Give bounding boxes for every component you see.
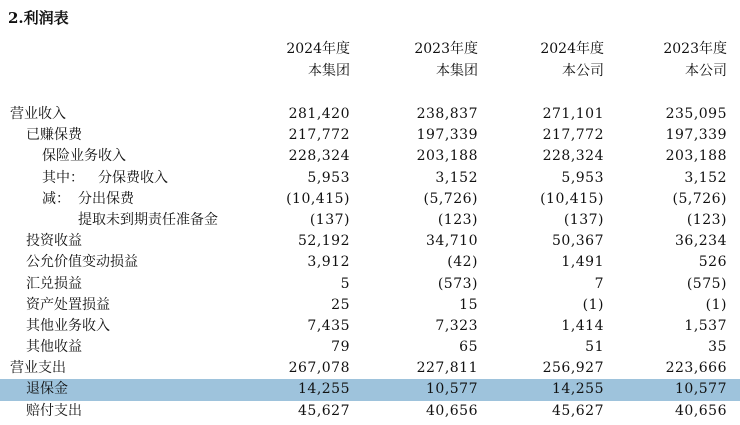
cell-value: 3,912 [307, 254, 350, 271]
cell-value: 79 [331, 339, 350, 356]
cell-value: (123) [437, 211, 478, 228]
cell-value: (137) [309, 211, 350, 228]
cell-value: 10,577 [675, 381, 727, 398]
cell-value: 45,627 [298, 402, 350, 419]
cell-value: 1,414 [561, 317, 604, 334]
cell-value: 1,537 [684, 317, 727, 334]
cell-value: 203,188 [416, 148, 478, 165]
cell-value: (42) [447, 254, 478, 271]
cell-value: 197,339 [416, 127, 478, 144]
column-header-2023-group [358, 38, 478, 82]
row-label: 汇兑损益 [26, 275, 82, 292]
table-row [0, 316, 740, 337]
column-header-2023-company [607, 38, 727, 82]
cell-value: 40,656 [426, 402, 478, 419]
row-label: 退保金 [26, 381, 68, 398]
cell-value: 14,255 [552, 381, 604, 398]
column-header-year: 2023年度 [414, 41, 478, 57]
cell-value: 3,152 [435, 169, 478, 186]
column-header-year: 2024年度 [540, 41, 604, 57]
table-row [0, 337, 740, 358]
cell-value: 36,234 [675, 233, 727, 250]
column-header-entity: 本公司 [685, 63, 727, 79]
table-row [0, 274, 740, 295]
cell-value: 267,078 [288, 360, 350, 377]
column-header-entity: 本集团 [308, 63, 350, 79]
cell-value: 223,666 [665, 360, 727, 377]
table-row [0, 252, 740, 273]
cell-value: 5 [340, 275, 350, 292]
table-row [0, 210, 740, 231]
cell-value: 227,811 [416, 360, 478, 377]
cell-value: 256,927 [542, 360, 604, 377]
cell-value: 238,837 [416, 106, 478, 122]
row-label: 保险业务收入 [42, 148, 126, 165]
cell-value: 235,095 [665, 106, 727, 122]
table-row [0, 231, 740, 252]
income-statement-table [0, 104, 740, 422]
column-header-2024-group [230, 38, 350, 82]
cell-value: 3,152 [684, 169, 727, 186]
cell-value: (137) [563, 211, 604, 228]
cell-value: (5,726) [423, 190, 478, 207]
row-label: 提取未到期责任准备金 [78, 211, 218, 228]
cell-value: (575) [686, 275, 727, 292]
cell-value: (10,415) [540, 190, 604, 207]
cell-value: (1) [705, 296, 727, 313]
row-label: 其他业务收入 [26, 317, 110, 334]
cell-value: 526 [698, 254, 727, 271]
row-label: 赔付支出 [26, 402, 82, 419]
table-row [0, 168, 740, 189]
column-header-year: 2024年度 [286, 41, 350, 57]
cell-value: (573) [437, 275, 478, 292]
cell-value: 40,656 [675, 402, 727, 419]
cell-value: 7 [594, 275, 604, 292]
row-label: 营业支出 [10, 360, 66, 377]
cell-value: (123) [686, 211, 727, 228]
cell-value: 15 [459, 296, 478, 313]
cell-value: 14,255 [298, 381, 350, 398]
cell-value: (10,415) [286, 190, 350, 207]
column-header-year: 2023年度 [663, 41, 727, 57]
table-row [0, 104, 740, 125]
row-label: 资产处置损益 [26, 296, 110, 313]
cell-value: 25 [331, 296, 350, 313]
cell-value: 7,323 [435, 317, 478, 334]
table-row [0, 295, 740, 316]
cell-value: 35 [708, 339, 727, 356]
cell-value: (5,726) [672, 190, 727, 207]
cell-value: 51 [585, 339, 604, 356]
cell-value: 197,339 [665, 127, 727, 144]
row-label: 分出保费 [78, 190, 134, 207]
cell-value: 281,420 [288, 106, 350, 122]
table-row-highlighted [0, 379, 740, 400]
row-prefix: 减： [42, 190, 70, 207]
column-header-entity: 本集团 [436, 63, 478, 79]
statement-title: 2.利润表 [8, 9, 69, 27]
cell-value: 203,188 [665, 148, 727, 165]
row-label: 公允价值变动损益 [26, 254, 138, 271]
table-row [0, 146, 740, 167]
row-label: 营业收入 [10, 106, 66, 122]
cell-value: 50,367 [552, 233, 604, 250]
cell-value: 10,577 [426, 381, 478, 398]
cell-value: 5,953 [307, 169, 350, 186]
table-row [0, 189, 740, 210]
row-prefix: 其中： [42, 169, 84, 186]
cell-value: 1,491 [561, 254, 604, 271]
cell-value: 5,953 [561, 169, 604, 186]
cell-value: 271,101 [542, 106, 604, 122]
table-row [0, 358, 740, 379]
cell-value: 228,324 [288, 148, 350, 165]
cell-value: 52,192 [298, 233, 350, 250]
column-header-2024-company [484, 38, 604, 82]
row-label: 投资收益 [26, 233, 82, 250]
table-row [0, 125, 740, 146]
cell-value: 217,772 [288, 127, 350, 144]
row-label: 其他收益 [26, 339, 82, 356]
table-row [0, 401, 740, 422]
column-header-entity: 本公司 [562, 63, 604, 79]
cell-value: 34,710 [426, 233, 478, 250]
cell-value: 45,627 [552, 402, 604, 419]
cell-value: (1) [582, 296, 604, 313]
cell-value: 217,772 [542, 127, 604, 144]
row-label: 分保费收入 [98, 169, 168, 186]
cell-value: 228,324 [542, 148, 604, 165]
cell-value: 7,435 [307, 317, 350, 334]
row-label: 已赚保费 [26, 127, 82, 144]
cell-value: 65 [459, 339, 478, 356]
